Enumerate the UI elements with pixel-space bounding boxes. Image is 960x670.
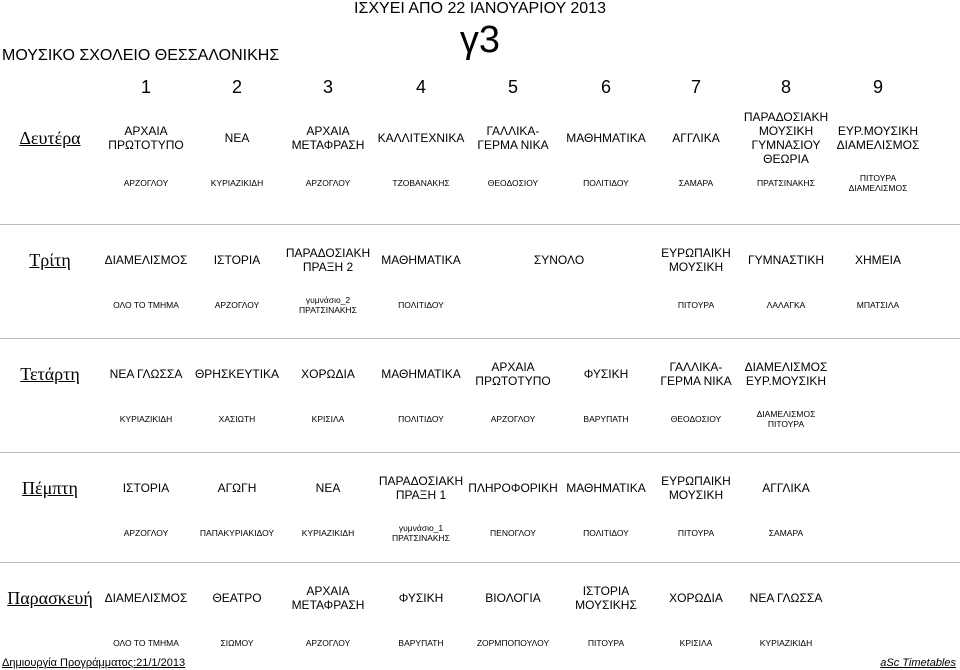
subject-cell: ΝΕΑ ΓΛΩΣΣΑ [749,591,823,605]
day-name: Τρίτη [29,250,71,270]
teacher-cell: ΧΑΣΙΩΤΗ [218,414,256,424]
validity-date: ΙΣΧΥΕΙ ΑΠΟ 22 ΙΑΝΟΥΑΡΙΟΥ 2013 [354,0,606,17]
teacher-cell: ΘΕΟΔΟΣΙΟΥ [670,414,722,424]
teacher-cell: ΣΙΩΜΟΥ [220,638,254,648]
day-name: Πέμπτη [22,478,78,498]
subject-cell: ΓΥΜΝΑΣΤΙΚΗ [747,253,825,267]
school-name: ΜΟΥΣΙΚΟ ΣΧΟΛΕΙΟ ΘΕΣΣΑΛΟΝΙΚΗΣ [2,47,280,64]
day-name: Δευτέρα [19,128,81,148]
subject-cell: ΑΡΧΑΙΑ ΜΕΤΑΦΡΑΣΗ [291,584,365,612]
teacher-cell: ΣΑΜΑΡΑ [678,178,714,188]
subject-cell: ΑΡΧΑΙΑ ΜΕΤΑΦΡΑΣΗ [291,124,365,152]
teacher-cell: γυμνάσιο_2 ΠΡΑΤΣΙΝΑΚΗΣ [299,295,357,315]
day-name: Παρασκευή [7,588,93,608]
subject-cell: ΔΙΑΜΕΛΙΣΜΟΣ ΕΥΡ.ΜΟΥΣΙΚΗ [744,360,828,388]
subject-cell: ΕΥΡΩΠΑΙΚΗ ΜΟΥΣΙΚΗ [661,246,731,274]
subject-cell: ΠΛΗΡΟΦΟΡΙΚΗ [468,481,558,495]
day-separator [0,562,960,563]
teacher-cell: ΑΡΖΟΓΛΟΥ [305,638,351,648]
subject-cell: ΒΙΟΛΟΓΙΑ [485,591,541,605]
subject-cell: ΘΕΑΤΡΟ [212,591,262,605]
period-number: 3 [322,77,333,97]
created-date: Δημιουργία Προγράμματος:21/1/2013 [2,657,186,669]
teacher-cell: ΔΙΑΜΕΛΙΣΜΟΣ ΠΙΤΟΥΡΑ [756,409,816,429]
teacher-cell: ΑΡΖΟΓΛΟΥ [490,414,536,424]
subject-cell: ΝΕΑ ΓΛΩΣΣΑ [109,367,183,381]
teacher-cell: ΠΙΤΟΥΡΑ ΔΙΑΜΕΛΙΣΜΟΣ [848,173,908,193]
teacher-cell: γυμνάσιο_1 ΠΡΑΤΣΙΝΑΚΗΣ [392,523,450,543]
subject-cell: ΣΥΝΟΛΟ [533,253,585,267]
subject-cell: ΑΡΧΑΙΑ ΠΡΩΤΟΤΥΠΟ [108,124,184,152]
subject-cell: ΧΟΡΩΔΙΑ [669,591,723,605]
teacher-cell [467,292,651,318]
subject-cell: ΑΡΧΑΙΑ ΠΡΩΤΟΤΥΠΟ [475,360,551,388]
teacher-cell: ΠΟΛΙΤΙΔΟΥ [583,528,629,538]
teacher-cell: ΠΕΝΟΓΛΟΥ [490,528,536,538]
teacher-cell: ΛΑΛΑΓΚΑ [766,300,806,310]
subject-cell: ΦΥΣΙΚΗ [398,591,444,605]
teacher-cell: ΠΟΛΙΤΙΔΟΥ [398,300,444,310]
subject-cell: ΙΣΤΟΡΙΑ [213,253,261,267]
subject-cell: ΧΗΜΕΙΑ [854,253,901,267]
subject-cell: ΝΕΑ [315,481,341,495]
period-number: 2 [231,77,242,97]
period-number: 7 [690,77,701,97]
subject-cell: ΜΑΘΗΜΑΤΙΚΑ [566,481,646,495]
teacher-cell: ΑΡΖΟΓΛΟΥ [305,178,351,188]
teacher-cell: ΖΟΡΜΠΟΠΟΥΛΟΥ [476,638,550,648]
subject-cell: ΔΙΑΜΕΛΙΣΜΟΣ [104,253,188,267]
teacher-cell: ΠΙΤΟΥΡΑ [587,638,625,648]
subject-cell: ΑΓΓΛΙΚΑ [762,481,810,495]
subject-cell: ΦΥΣΙΚΗ [583,367,629,381]
subject-cell: ΧΟΡΩΔΙΑ [301,367,355,381]
subject-cell: ΠΑΡΑΔΟΣΙΑΚΗ ΠΡΑΞΗ 2 [285,246,371,274]
teacher-cell: ΠΟΛΙΤΙΔΟΥ [398,414,444,424]
subject-cell: ΠΑΡΑΔΟΣΙΑΚΗ ΠΡΑΞΗ 1 [378,474,464,502]
teacher-cell: ΠΙΤΟΥΡΑ [677,300,715,310]
teacher-cell: ΘΕΟΔΟΣΙΟΥ [487,178,539,188]
teacher-cell: ΚΥΡΙΑΖΙΚΙΔΗ [759,638,813,648]
subject-cell: ΕΥΡΩΠΑΙΚΗ ΜΟΥΣΙΚΗ [661,474,731,502]
teacher-cell: ΟΛΟ ΤΟ ΤΜΗΜΑ [113,638,179,648]
subject-cell: ΙΣΤΟΡΙΑ ΜΟΥΣΙΚΗΣ [575,584,637,612]
subject-cell: ΑΓΓΛΙΚΑ [672,131,720,145]
subject-cell: ΠΑΡΑΔΟΣΙΑΚΗ ΜΟΥΣΙΚΗ ΓΥΜΝΑΣΙΟΥ ΘΕΩΡΙΑ [743,110,829,166]
subject-cell: ΓΑΛΛΙΚΑ-ΓΕΡΜΑ ΝΙΚΑ [477,124,549,152]
period-number: 5 [507,77,518,97]
teacher-cell: ΚΥΡΙΑΖΙΚΙΔΗ [210,178,264,188]
period-number: 8 [780,77,791,97]
subject-cell: ΕΥΡ.ΜΟΥΣΙΚΗ ΔΙΑΜΕΛΙΣΜΟΣ [836,124,920,152]
subject-cell: ΙΣΤΟΡΙΑ [122,481,170,495]
subject-cell: ΜΑΘΗΜΑΤΙΚΑ [566,131,646,145]
subject-cell: ΚΑΛΛΙΤΕΧΝΙΚΑ [377,131,465,145]
day-name: Τετάρτη [20,364,80,384]
class-name: γ3 [459,19,501,61]
teacher-cell: ΣΑΜΑΡΑ [768,528,804,538]
subject-cell: ΑΓΩΓΗ [217,481,257,495]
teacher-cell: ΠΡΑΤΣΙΝΑΚΗΣ [757,178,815,188]
teacher-cell: ΚΥΡΙΑΖΙΚΙΔΗ [119,414,173,424]
subject-cell: ΜΑΘΗΜΑΤΙΚΑ [381,367,461,381]
teacher-cell: ΠΟΛΙΤΙΔΟΥ [583,178,629,188]
teacher-cell: ΠΑΠΑΚΥΡΙΑΚΙΔΟΥ [199,528,275,538]
teacher-cell: ΒΑΡΥΠΑΤΗ [583,414,629,424]
day-separator [0,224,960,225]
period-number: 1 [140,77,151,97]
subject-cell: ΜΑΘΗΜΑΤΙΚΑ [381,253,461,267]
teacher-cell: ΑΡΖΟΓΛΟΥ [123,178,169,188]
period-number: 4 [415,77,426,97]
teacher-cell: ΤΖΟΒΑΝΑΚΗΣ [392,178,450,188]
period-number: 6 [600,77,611,97]
subject-cell: ΓΑΛΛΙΚΑ-ΓΕΡΜΑ ΝΙΚΑ [660,360,732,388]
subject-cell: ΔΙΑΜΕΛΙΣΜΟΣ [104,591,188,605]
subject-cell: ΘΡΗΣΚΕΥΤΙΚΑ [194,367,280,381]
day-separator [0,452,960,453]
teacher-cell: ΑΡΖΟΓΛΟΥ [214,300,260,310]
teacher-cell: ΚΡΙΣΙΛΑ [311,414,345,424]
period-number: 9 [872,77,883,97]
teacher-cell: ΒΑΡΥΠΑΤΗ [398,638,444,648]
teacher-cell: ΚΡΙΣΙΛΑ [679,638,713,648]
teacher-cell: ΠΙΤΟΥΡΑ [677,528,715,538]
teacher-cell: ΜΠΑΤΣΙΛΑ [856,300,900,310]
teacher-cell: ΑΡΖΟΓΛΟΥ [123,528,169,538]
subject-cell: ΝΕΑ [224,131,250,145]
software-brand[interactable]: aSc Timetables [880,657,956,669]
teacher-cell: ΚΥΡΙΑΖΙΚΙΔΗ [301,528,355,538]
teacher-cell: ΟΛΟ ΤΟ ΤΜΗΜΑ [113,300,179,310]
day-separator [0,338,960,339]
